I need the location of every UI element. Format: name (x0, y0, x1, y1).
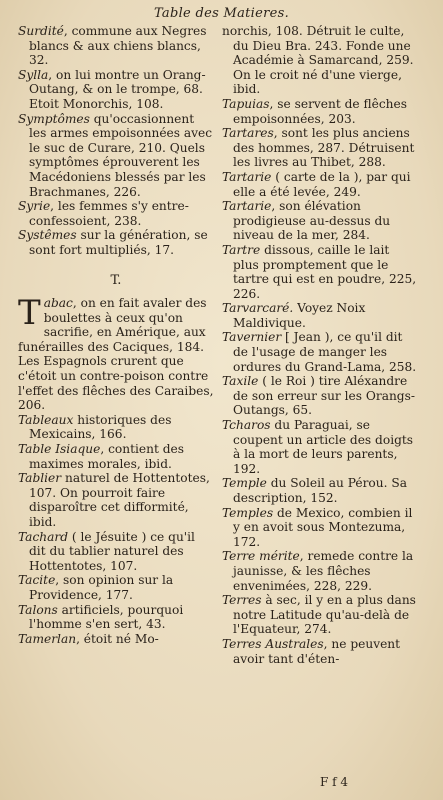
entry-term: Taxile (222, 374, 259, 389)
index-entry (18, 442, 214, 471)
entry-term: Sylla (18, 67, 49, 82)
entry-term: Systêmes (18, 228, 77, 243)
running-header: Table des Matieres. (153, 6, 290, 21)
index-entry (18, 471, 214, 529)
index-entry (222, 126, 418, 170)
right-column (222, 24, 418, 666)
index-entry (18, 68, 214, 112)
index-entry (18, 632, 214, 647)
entry-text: historiques des Mexicains, 166. (29, 412, 172, 442)
entry-term: Tartares (222, 126, 274, 141)
signature-mark: F f 4 (320, 775, 349, 789)
entry-text: [ Jean ), ce qu'il dit de l'usage de manger les ordures du Grand-Lama, 258. (233, 330, 417, 374)
index-entry (222, 476, 418, 505)
entry-term: Tachard (18, 529, 69, 544)
index-entry (18, 530, 214, 574)
entry-term: Tarvarcaré. (222, 301, 294, 316)
index-entry (18, 413, 214, 442)
entry-text: , se servent de flêches empoisonnées, 203. (233, 96, 408, 126)
entry-term: Table Isiaque (18, 442, 101, 457)
entry-term: Tamerlan (18, 631, 77, 646)
entry-text: sur la génération, se sont fort multipliés, 17. (29, 228, 208, 257)
index-entry (222, 97, 418, 126)
entry-term: Tartarie (222, 169, 272, 184)
entry-text: ( le Roi ) tire Aléxandre de son erreur sur les Orangs-Outangs, 65. (233, 374, 415, 418)
entry-text: de Mexico, combien il y en avoit sous Montezuma, 172. (233, 505, 413, 549)
entry-term: Syrie (18, 199, 51, 214)
entry-term: Tablier (18, 471, 62, 486)
entry-text: , on en fait avaler des boulettes à ceux qu'on sacrifie, en Amérique, aux funérailles des Caciques, 184. Les Espagnols crurent que c'étoit un contre-poison contre l'effet des flêches des Caraibes, 206. (18, 296, 214, 413)
entry-text: norchis, 108. Détruit le culte, du Dieu Bra. 243. Fonde une Académie à Samarcand, 259. On le croit né d'une vierge, ibid. (222, 24, 414, 97)
entry-term: Terres Australes (222, 636, 324, 651)
index-entry (18, 199, 214, 228)
index-entry (222, 506, 418, 550)
entry-term: Tableaux (18, 412, 74, 427)
entry-text: du Paraguai, se coupent un article des doigts à la mort de leurs parents, 192. (233, 418, 414, 476)
entry-text: , son opinion sur la Providence, 177. (29, 573, 174, 602)
entry-text: , contient des maximes morales, ibid. (29, 442, 185, 471)
left-entries-top (18, 24, 214, 258)
dropcap-entry (18, 293, 214, 413)
drop-cap-initial: T (18, 293, 41, 334)
index-entry (222, 549, 418, 593)
index-entry (222, 374, 418, 418)
index-entry (18, 603, 214, 632)
entry-text: , ne peuvent avoir tant d'éten- (233, 636, 401, 666)
index-entry (222, 24, 418, 97)
entry-term: Tacite (18, 573, 56, 588)
entry-text: , commune aux Negres blancs & aux chiens blancs, 32. (29, 24, 207, 68)
entry-text: , remede contre la jaunisse, & les flêches envenimées, 228, 229. (233, 549, 414, 593)
index-entry (222, 199, 418, 243)
index-entry (18, 228, 214, 257)
entry-text: dissous, caille le lait plus promptement que le tartre qui est en poudre, 225, 226. (233, 242, 417, 301)
section-letter: T. (110, 272, 122, 288)
entry-term: Talons (18, 602, 58, 617)
entry-text: du Soleil au Pérou. Sa description, 152. (233, 476, 407, 505)
index-entry (222, 170, 418, 199)
entry-text: à sec, il y en a plus dans notre Latitude qu'au-delà de l'Equateur, 274. (233, 593, 416, 637)
entry-term: Temples (222, 505, 274, 520)
entry-text: ( carte de la ), par qui elle a été levée, 249. (233, 169, 411, 199)
index-entry (18, 112, 214, 200)
entry-text: , étoit né Mo- (76, 631, 159, 646)
index-entry (18, 24, 214, 68)
entry-text: qu'occasionnent les armes empoisonnées avec le suc de Curare, 210. Quels symptômes éprouverent les Macédoniens blessés par les Brachmanes, 226. (29, 111, 213, 199)
entry-term: Symptômes (18, 111, 90, 126)
entry-text: artificiels, pourquoi l'homme s'en sert, 43. (29, 602, 184, 632)
entry-term: Terres (222, 593, 262, 608)
index-entry (222, 418, 418, 476)
right-entries (222, 24, 418, 666)
index-entry (222, 593, 418, 637)
entry-term: Temple (222, 476, 267, 491)
entry-term: Tcharos (222, 418, 271, 433)
entry-text: , son élévation prodigieuse au-dessus du niveau de la mer, 284. (233, 199, 391, 243)
index-entry (18, 573, 214, 602)
entry-text: , on lui montre un Orang-Outang, & on le trompe, 68. Etoit Monorchis, 108. (29, 67, 206, 111)
entry-text: ( le Jésuite ) ce qu'il dit du tablier naturel des Hottentotes, 107. (29, 529, 195, 573)
index-entry (222, 330, 418, 374)
index-entry (222, 301, 418, 330)
entry-text: , sont les plus anciens des hommes, 287. Détruisent les livres au Thibet, 288. (233, 126, 415, 170)
left-column (18, 24, 214, 646)
entry-term: Tavernier (222, 330, 282, 345)
entry-term: Tartre (222, 242, 261, 257)
entry-term: Terre mérite (222, 549, 300, 564)
left-entries-bottom (18, 413, 214, 647)
entry-term: abac (43, 296, 73, 311)
index-entry (222, 243, 418, 301)
entry-term: Tartarie (222, 199, 272, 214)
entry-text: naturel de Hottentotes, 107. On pourroit faire disparoître cet difformité, ibid. (29, 471, 210, 529)
entry-text: Voyez Noix Maldivique. (233, 301, 366, 330)
index-entry (222, 637, 418, 666)
entry-term: Surdité (18, 24, 64, 38)
entry-term: Tapuias (222, 96, 270, 111)
entry-text: , les femmes s'y entre-confessoient, 238. (29, 199, 189, 228)
